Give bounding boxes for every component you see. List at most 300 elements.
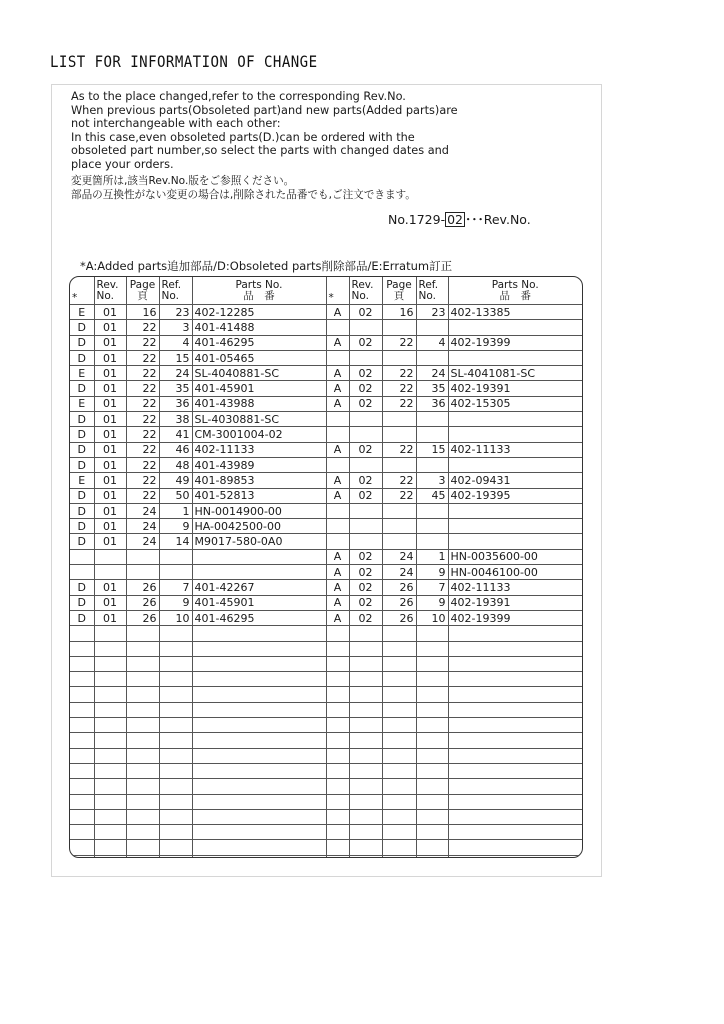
old-parts-no-cell: 401-46295	[192, 610, 326, 625]
new-page-cell	[382, 626, 416, 641]
new-rev-no-cell	[349, 626, 382, 641]
old-page-cell: 22	[126, 412, 159, 427]
new-page-cell	[382, 779, 416, 794]
table-row	[70, 763, 582, 778]
table-row	[70, 381, 582, 396]
instruction-line: not interchangeable with each other:	[71, 117, 281, 130]
old-ref-no-cell: 24	[159, 366, 192, 381]
table-row	[70, 565, 582, 580]
new-parts-no-cell	[448, 825, 582, 840]
table-row	[70, 549, 582, 564]
old-parts-no-cell	[192, 672, 326, 687]
table-row	[70, 473, 582, 488]
new-rev-no-cell	[349, 687, 382, 702]
old-page-cell	[126, 840, 159, 855]
old-parts-no-cell: 401-52813	[192, 488, 326, 503]
old-parts-no-cell: 402-11133	[192, 442, 326, 457]
new-ref-no-cell	[416, 503, 448, 518]
table-row	[70, 794, 582, 809]
old-page-cell: 22	[126, 335, 159, 350]
old-page-cell	[126, 626, 159, 641]
old-rev-no-cell	[94, 641, 126, 656]
new-parts-no-cell	[448, 687, 582, 702]
table-row	[70, 412, 582, 427]
old-parts-no-cell: 401-45901	[192, 381, 326, 396]
new-type-code-cell	[326, 687, 349, 702]
old-rev-no-cell: 01	[94, 580, 126, 595]
new-ref-no-cell	[416, 320, 448, 335]
new-rev-no-cell: 02	[349, 473, 382, 488]
new-rev-no-cell	[349, 779, 382, 794]
new-rev-no-cell: 02	[349, 305, 382, 320]
old-page-cell: 26	[126, 595, 159, 610]
new-ref-no-cell	[416, 840, 448, 855]
old-type-code-cell	[70, 702, 94, 717]
parts-change-table	[70, 277, 582, 858]
new-page-cell	[382, 412, 416, 427]
new-rev-no-cell	[349, 809, 382, 824]
old-type-code-cell	[70, 840, 94, 855]
new-ref-no-cell: 4	[416, 335, 448, 350]
old-page-cell: 16	[126, 305, 159, 320]
new-parts-no-cell	[448, 702, 582, 717]
new-type-code-cell	[326, 718, 349, 733]
new-page-cell	[382, 733, 416, 748]
new-page-cell	[382, 320, 416, 335]
old-parts-no-cell: SL-4040881-SC	[192, 366, 326, 381]
new-rev-no-cell	[349, 825, 382, 840]
new-parts-no-cell: HN-0046100-00	[448, 565, 582, 580]
old-parts-no-cell: 401-89853	[192, 473, 326, 488]
new-parts-no-cell: 402-19399	[448, 610, 582, 625]
table-row	[70, 366, 582, 381]
old-type-code-cell	[70, 549, 94, 564]
new-rev-no-cell	[349, 733, 382, 748]
page-title: LIST FOR INFORMATION OF CHANGE	[50, 52, 318, 71]
new-rev-no-cell	[349, 672, 382, 687]
new-rev-no-cell	[349, 519, 382, 534]
new-type-code-cell	[326, 427, 349, 442]
instruction-line: obsoleted part number,so select the parts with changed dates and	[71, 144, 449, 157]
new-parts-no-cell	[448, 503, 582, 518]
new-type-code-cell	[326, 855, 349, 858]
new-page-cell: 22	[382, 366, 416, 381]
old-rev-no-cell: 01	[94, 473, 126, 488]
instruction-line: As to the place changed,refer to the corresponding Rev.No.	[71, 90, 406, 103]
new-ref-no-cell: 9	[416, 565, 448, 580]
old-page-cell	[126, 809, 159, 824]
new-page-cell	[382, 350, 416, 365]
table-row	[70, 626, 582, 641]
header-ref-no: Ref. No.	[159, 277, 192, 305]
new-parts-no-cell	[448, 519, 582, 534]
new-type-code-cell	[326, 350, 349, 365]
new-ref-no-cell	[416, 779, 448, 794]
old-type-code-cell	[70, 748, 94, 763]
old-parts-no-cell	[192, 809, 326, 824]
new-parts-no-cell: HN-0035600-00	[448, 549, 582, 564]
old-type-code-cell	[70, 809, 94, 824]
new-ref-no-cell: 9	[416, 595, 448, 610]
new-ref-no-cell	[416, 702, 448, 717]
old-type-code-cell: D	[70, 335, 94, 350]
new-rev-no-cell	[349, 702, 382, 717]
new-parts-no-cell: 402-19391	[448, 381, 582, 396]
table-row	[70, 488, 582, 503]
new-parts-no-cell	[448, 656, 582, 671]
old-page-cell	[126, 779, 159, 794]
old-ref-no-cell: 9	[159, 519, 192, 534]
old-type-code-cell: E	[70, 305, 94, 320]
new-parts-no-cell	[448, 626, 582, 641]
old-parts-no-cell: M9017-580-0A0	[192, 534, 326, 549]
rev-reference	[388, 210, 531, 228]
old-page-cell	[126, 656, 159, 671]
new-ref-no-cell: 1	[416, 549, 448, 564]
new-ref-no-cell: 45	[416, 488, 448, 503]
new-type-code-cell: A	[326, 595, 349, 610]
table-row	[70, 427, 582, 442]
old-rev-no-cell	[94, 733, 126, 748]
table-body	[70, 305, 582, 859]
new-type-code-cell: A	[326, 488, 349, 503]
new-rev-no-cell	[349, 748, 382, 763]
new-ref-no-cell	[416, 626, 448, 641]
old-rev-no-cell: 01	[94, 595, 126, 610]
old-ref-no-cell	[159, 733, 192, 748]
old-type-code-cell: E	[70, 396, 94, 411]
old-parts-no-cell	[192, 779, 326, 794]
old-rev-no-cell	[94, 565, 126, 580]
new-parts-no-cell	[448, 534, 582, 549]
old-ref-no-cell: 49	[159, 473, 192, 488]
table-row	[70, 825, 582, 840]
old-ref-no-cell: 41	[159, 427, 192, 442]
new-parts-no-cell	[448, 779, 582, 794]
new-type-code-cell	[326, 656, 349, 671]
table-row	[70, 733, 582, 748]
new-type-code-cell: A	[326, 335, 349, 350]
old-parts-no-cell: 401-41488	[192, 320, 326, 335]
new-page-cell: 26	[382, 610, 416, 625]
table-row	[70, 610, 582, 625]
new-rev-no-cell: 02	[349, 488, 382, 503]
new-parts-no-cell	[448, 840, 582, 855]
new-type-code-cell	[326, 840, 349, 855]
new-page-cell	[382, 687, 416, 702]
new-parts-no-cell	[448, 641, 582, 656]
old-type-code-cell: D	[70, 503, 94, 518]
new-type-code-cell: A	[326, 305, 349, 320]
new-parts-no-cell	[448, 350, 582, 365]
new-parts-no-cell	[448, 763, 582, 778]
new-parts-no-cell	[448, 733, 582, 748]
table-row	[70, 656, 582, 671]
new-page-cell: 22	[382, 473, 416, 488]
new-rev-no-cell: 02	[349, 580, 382, 595]
old-page-cell: 22	[126, 350, 159, 365]
new-parts-no-cell	[448, 672, 582, 687]
old-page-cell	[126, 763, 159, 778]
old-parts-no-cell: 401-05465	[192, 350, 326, 365]
header-rev-no: Rev. No.	[94, 277, 126, 305]
old-parts-no-cell	[192, 855, 326, 858]
old-rev-no-cell	[94, 779, 126, 794]
old-type-code-cell	[70, 779, 94, 794]
new-ref-no-cell	[416, 763, 448, 778]
old-rev-no-cell: 01	[94, 519, 126, 534]
old-page-cell	[126, 718, 159, 733]
new-page-cell	[382, 656, 416, 671]
header-ref-no: Ref. No.	[416, 277, 448, 305]
new-parts-no-cell: 402-15305	[448, 396, 582, 411]
instruction-line-jp: 変更箇所は,該当Rev.No.版をご参照ください。	[71, 175, 295, 187]
new-page-cell	[382, 519, 416, 534]
header-parts-no: Parts No. 品 番	[192, 277, 326, 305]
new-rev-no-cell	[349, 427, 382, 442]
new-ref-no-cell	[416, 412, 448, 427]
new-page-cell: 24	[382, 565, 416, 580]
table-row	[70, 855, 582, 858]
new-parts-no-cell	[448, 412, 582, 427]
new-page-cell: 22	[382, 442, 416, 457]
old-parts-no-cell: HA-0042500-00	[192, 519, 326, 534]
new-type-code-cell: A	[326, 381, 349, 396]
new-page-cell: 22	[382, 396, 416, 411]
new-type-code-cell: A	[326, 442, 349, 457]
old-page-cell	[126, 748, 159, 763]
table-row	[70, 580, 582, 595]
old-ref-no-cell: 23	[159, 305, 192, 320]
old-rev-no-cell	[94, 672, 126, 687]
old-rev-no-cell: 01	[94, 457, 126, 472]
new-parts-no-cell: 402-13385	[448, 305, 582, 320]
old-rev-no-cell	[94, 748, 126, 763]
new-ref-no-cell: 10	[416, 610, 448, 625]
new-type-code-cell	[326, 641, 349, 656]
old-page-cell: 22	[126, 442, 159, 457]
old-rev-no-cell	[94, 809, 126, 824]
new-ref-no-cell: 7	[416, 580, 448, 595]
table-row	[70, 320, 582, 335]
new-ref-no-cell	[416, 733, 448, 748]
new-ref-no-cell: 23	[416, 305, 448, 320]
rev-reference-prefix: No.1729-	[388, 212, 446, 227]
new-rev-no-cell: 02	[349, 565, 382, 580]
old-rev-no-cell	[94, 718, 126, 733]
old-page-cell: 24	[126, 503, 159, 518]
new-type-code-cell	[326, 320, 349, 335]
old-parts-no-cell: 401-45901	[192, 595, 326, 610]
new-page-cell: 22	[382, 335, 416, 350]
table-row	[70, 350, 582, 365]
old-parts-no-cell	[192, 565, 326, 580]
table-row	[70, 687, 582, 702]
old-parts-no-cell	[192, 641, 326, 656]
old-type-code-cell: D	[70, 442, 94, 457]
old-rev-no-cell: 01	[94, 396, 126, 411]
old-ref-no-cell	[159, 549, 192, 564]
table-row	[70, 305, 582, 320]
old-type-code-cell	[70, 794, 94, 809]
old-page-cell	[126, 641, 159, 656]
new-ref-no-cell	[416, 794, 448, 809]
old-parts-no-cell	[192, 748, 326, 763]
old-ref-no-cell	[159, 687, 192, 702]
instruction-line: In this case,even obsoleted parts(D.)can be ordered with the	[71, 130, 415, 144]
new-ref-no-cell	[416, 825, 448, 840]
old-parts-no-cell	[192, 763, 326, 778]
old-type-code-cell: D	[70, 350, 94, 365]
new-page-cell	[382, 457, 416, 472]
old-ref-no-cell	[159, 565, 192, 580]
new-ref-no-cell: 15	[416, 442, 448, 457]
rev-reference-suffix: ･･･Rev.No.	[464, 212, 531, 227]
new-parts-no-cell: 402-19399	[448, 335, 582, 350]
new-type-code-cell: A	[326, 549, 349, 564]
old-ref-no-cell	[159, 672, 192, 687]
old-type-code-cell: D	[70, 519, 94, 534]
table-row	[70, 595, 582, 610]
old-page-cell	[126, 687, 159, 702]
old-type-code-cell: D	[70, 412, 94, 427]
old-parts-no-cell: SL-4030881-SC	[192, 412, 326, 427]
new-type-code-cell	[326, 626, 349, 641]
old-rev-no-cell: 01	[94, 503, 126, 518]
new-parts-no-cell	[448, 320, 582, 335]
old-rev-no-cell	[94, 626, 126, 641]
new-rev-no-cell	[349, 534, 382, 549]
instruction-line: place your orders.	[71, 157, 174, 171]
old-rev-no-cell	[94, 763, 126, 778]
old-rev-no-cell	[94, 656, 126, 671]
new-ref-no-cell	[416, 641, 448, 656]
old-parts-no-cell	[192, 840, 326, 855]
new-page-cell	[382, 702, 416, 717]
new-type-code-cell	[326, 748, 349, 763]
new-type-code-cell: A	[326, 473, 349, 488]
legend: *A:Added parts追加部品/D:Obsoleted parts削除部品/E:Erratum訂正	[80, 259, 453, 273]
table-row	[70, 335, 582, 350]
old-type-code-cell: D	[70, 534, 94, 549]
new-type-code-cell: A	[326, 580, 349, 595]
new-rev-no-cell: 02	[349, 335, 382, 350]
old-ref-no-cell	[159, 855, 192, 858]
old-ref-no-cell: 38	[159, 412, 192, 427]
old-page-cell	[126, 825, 159, 840]
old-ref-no-cell: 50	[159, 488, 192, 503]
old-page-cell	[126, 549, 159, 564]
new-page-cell	[382, 427, 416, 442]
old-rev-no-cell: 01	[94, 427, 126, 442]
new-parts-no-cell: 402-19395	[448, 488, 582, 503]
old-page-cell	[126, 702, 159, 717]
new-rev-no-cell	[349, 763, 382, 778]
old-type-code-cell: D	[70, 595, 94, 610]
old-ref-no-cell	[159, 825, 192, 840]
new-page-cell	[382, 534, 416, 549]
new-rev-no-cell	[349, 457, 382, 472]
old-parts-no-cell	[192, 549, 326, 564]
old-type-code-cell	[70, 718, 94, 733]
old-page-cell: 26	[126, 580, 159, 595]
old-ref-no-cell	[159, 626, 192, 641]
new-rev-no-cell	[349, 503, 382, 518]
new-rev-no-cell: 02	[349, 396, 382, 411]
instruction-line-jp: 部品の互換性がない変更の場合は,削除された品番でも,ご注文できます。	[71, 189, 416, 201]
old-parts-no-cell	[192, 626, 326, 641]
new-page-cell	[382, 840, 416, 855]
new-rev-no-cell	[349, 320, 382, 335]
old-rev-no-cell: 01	[94, 335, 126, 350]
table-row	[70, 534, 582, 549]
old-ref-no-cell: 7	[159, 580, 192, 595]
old-rev-no-cell	[94, 794, 126, 809]
old-rev-no-cell	[94, 825, 126, 840]
header-page: Page 頁	[382, 277, 416, 305]
old-ref-no-cell	[159, 656, 192, 671]
new-parts-no-cell	[448, 855, 582, 858]
table-row	[70, 442, 582, 457]
new-ref-no-cell	[416, 855, 448, 858]
old-parts-no-cell: 401-42267	[192, 580, 326, 595]
old-type-code-cell	[70, 656, 94, 671]
instruction-line: When previous parts(Obsoleted part)and new parts(Added parts)are	[71, 103, 458, 117]
new-page-cell	[382, 763, 416, 778]
table-row	[70, 672, 582, 687]
new-type-code-cell	[326, 457, 349, 472]
old-parts-no-cell: HN-0014900-00	[192, 503, 326, 518]
rev-number-box: 02	[447, 212, 463, 227]
old-type-code-cell: D	[70, 580, 94, 595]
old-ref-no-cell	[159, 718, 192, 733]
old-page-cell: 22	[126, 488, 159, 503]
old-type-code-cell: D	[70, 320, 94, 335]
old-page-cell: 22	[126, 473, 159, 488]
new-ref-no-cell: 24	[416, 366, 448, 381]
old-rev-no-cell	[94, 687, 126, 702]
old-parts-no-cell: 401-43989	[192, 457, 326, 472]
old-rev-no-cell	[94, 855, 126, 858]
old-ref-no-cell	[159, 702, 192, 717]
old-page-cell: 22	[126, 366, 159, 381]
new-parts-no-cell: 402-09431	[448, 473, 582, 488]
new-page-cell	[382, 641, 416, 656]
old-page-cell: 26	[126, 610, 159, 625]
old-type-code-cell: D	[70, 457, 94, 472]
new-rev-no-cell: 02	[349, 610, 382, 625]
new-page-cell: 22	[382, 381, 416, 396]
new-parts-no-cell	[448, 718, 582, 733]
old-ref-no-cell: 1	[159, 503, 192, 518]
old-rev-no-cell: 01	[94, 320, 126, 335]
old-parts-no-cell	[192, 656, 326, 671]
new-ref-no-cell	[416, 809, 448, 824]
old-ref-no-cell: 36	[159, 396, 192, 411]
new-ref-no-cell	[416, 687, 448, 702]
old-page-cell: 22	[126, 427, 159, 442]
new-page-cell	[382, 794, 416, 809]
new-parts-no-cell	[448, 794, 582, 809]
new-parts-no-cell	[448, 457, 582, 472]
new-rev-no-cell: 02	[349, 549, 382, 564]
old-page-cell: 22	[126, 320, 159, 335]
new-rev-no-cell	[349, 641, 382, 656]
new-ref-no-cell	[416, 519, 448, 534]
new-type-code-cell	[326, 779, 349, 794]
header-star: *	[70, 277, 94, 305]
new-page-cell	[382, 855, 416, 858]
